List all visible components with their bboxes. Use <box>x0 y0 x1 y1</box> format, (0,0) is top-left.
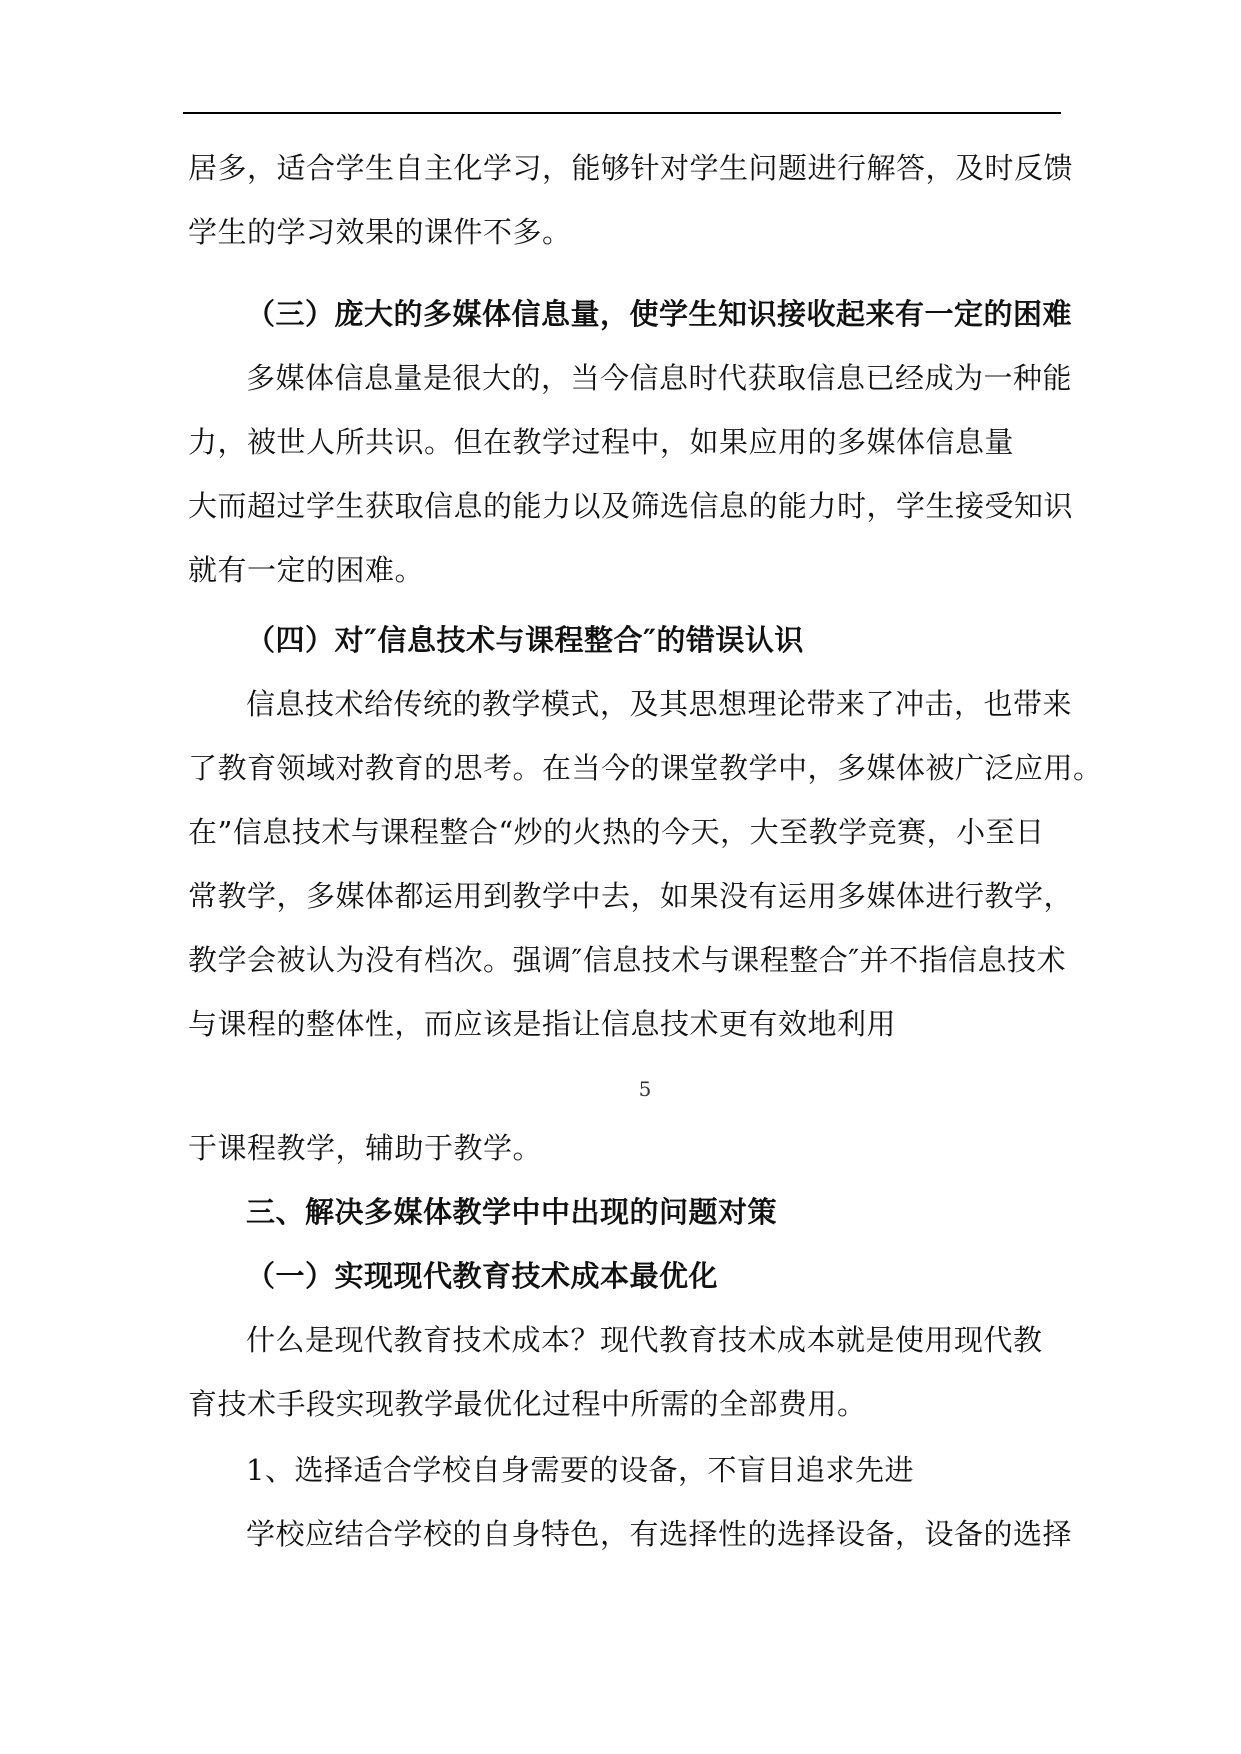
chapter-heading: 三、解决多媒体教学中中出现的问题对策 <box>246 1195 778 1229</box>
section-heading: （一）实现现代教育技术成本最优化 <box>246 1259 719 1293</box>
body-line: 与课程的整体性，而应该是指让信息技术更有效地利用 <box>188 1007 897 1041</box>
body-line: 育技术手段实现教学最优化过程中所需的全部费用。 <box>188 1387 867 1421</box>
body-line: 了教育领域对教育的思考。在当今的课堂教学中，多媒体被广泛应用。 <box>188 751 1103 785</box>
body-line: 常教学，多媒体都运用到教学中去，如果没有运用多媒体进行教学， <box>188 879 1074 913</box>
header-rule <box>183 112 1061 114</box>
body-line: 大而超过学生获取信息的能力以及筛选信息的能力时，学生接受知识 <box>188 489 1074 523</box>
body-line: 力，被世人所共识。但在教学过程中，如果应用的多媒体信息量 <box>188 425 1015 459</box>
body-line: 于课程教学，辅助于教学。 <box>188 1131 543 1165</box>
body-line: 就有一定的困难。 <box>188 553 425 587</box>
body-line: 教学会被认为没有档次。强调″信息技术与课程整合″并不指信息技术 <box>188 943 1067 977</box>
body-line: 什么是现代教育技术成本？现代教育技术成本就是使用现代教 <box>246 1323 1043 1357</box>
body-line: 信息技术给传统的教学模式，及其思想理论带来了冲击，也带来 <box>246 687 1073 721</box>
body-line: 在”信息技术与课程整合“炒的火热的今天，大至教学竞赛，小至日 <box>188 815 1045 849</box>
page-number: 5 <box>638 1077 652 1101</box>
body-line: 学校应结合学校的自身特色，有选择性的选择设备，设备的选择 <box>246 1517 1073 1551</box>
body-line: 居多，适合学生自主化学习，能够针对学生问题进行解答，及时反馈 <box>188 151 1074 185</box>
section-heading: （三）庞大的多媒体信息量，使学生知识接收起来有一定的困难 <box>246 297 1073 331</box>
body-line: 多媒体信息量是很大的，当今信息时代获取信息已经成为一种能 <box>246 361 1073 395</box>
numbered-item: 1、选择适合学校自身需要的设备，不盲目追求先进 <box>246 1453 914 1487</box>
body-line: 学生的学习效果的课件不多。 <box>188 215 572 249</box>
section-heading: （四）对″信息技术与课程整合″的错误认识 <box>246 623 804 657</box>
